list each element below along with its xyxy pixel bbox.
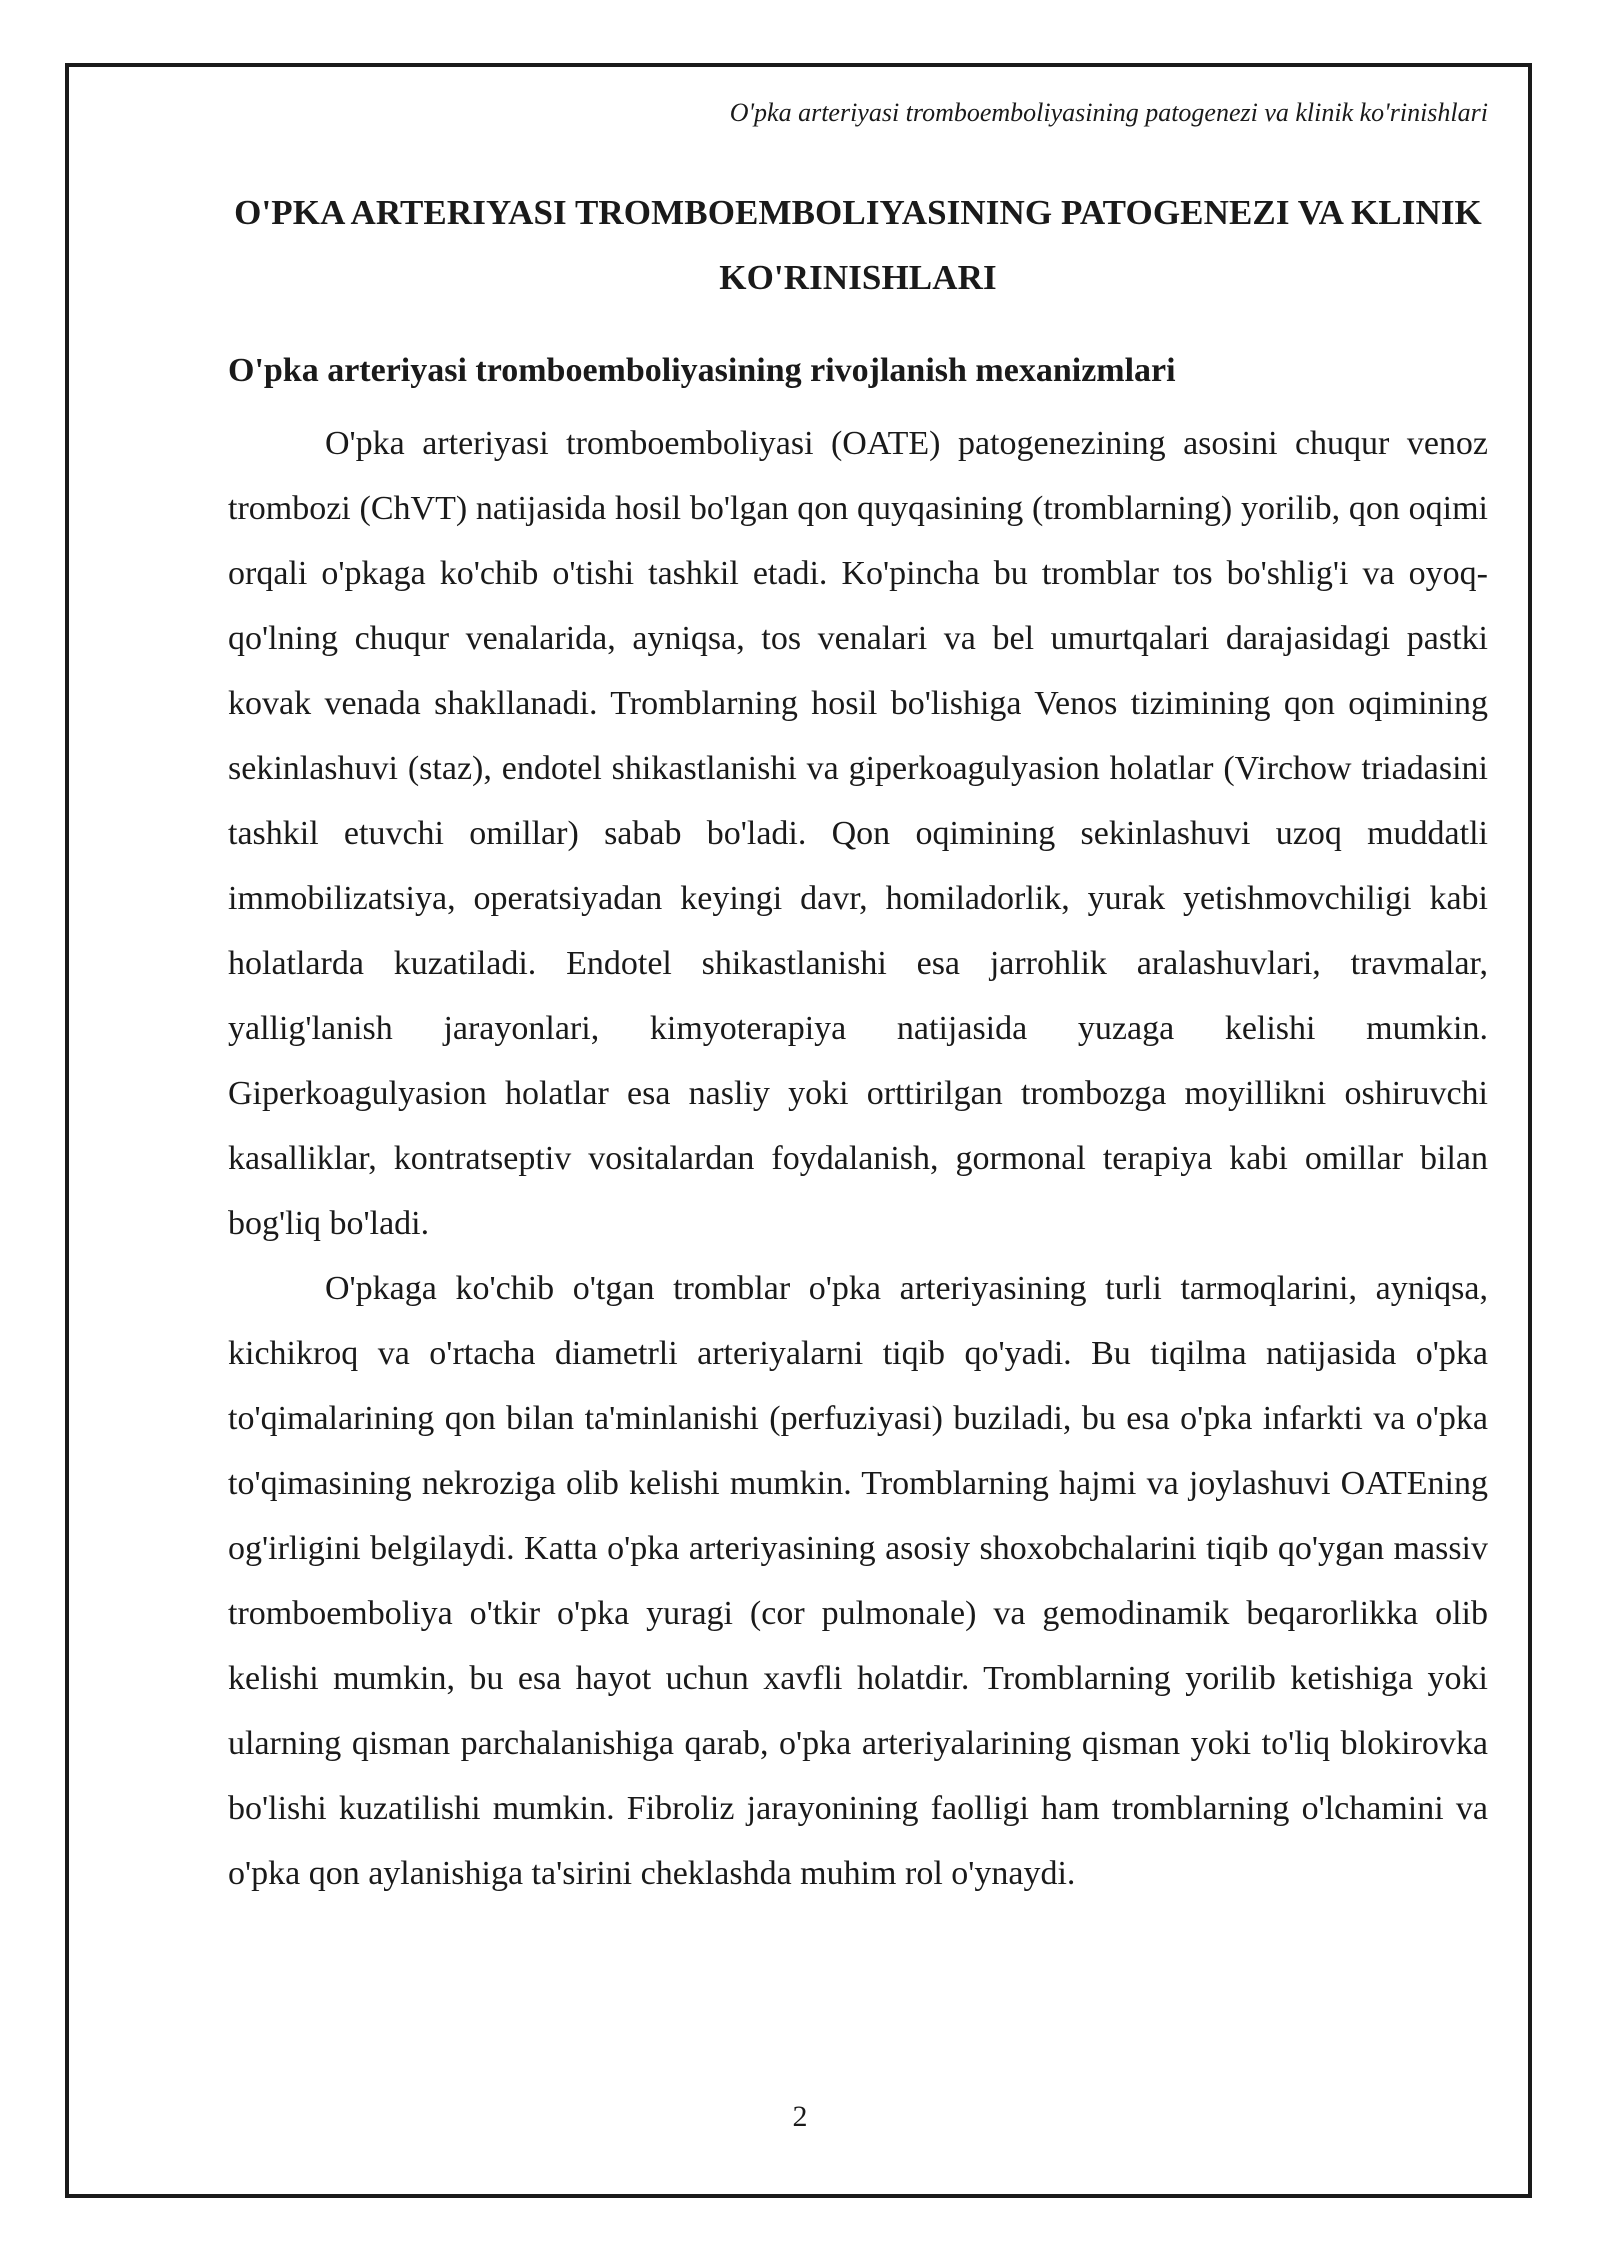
section-heading: O'pka arteriyasi tromboemboliyasining rivojlanish mexanizmlari [228, 352, 1176, 389]
document-title: O'PKA ARTERIYASI TROMBOEMBOLIYASINING PATOGENEZI VA KLINIK KO'RINISHLARI [234, 193, 1482, 297]
page-content [228, 180, 1488, 1906]
running-header: O'pka arteriyasi tromboemboliyasining patogenezi va klinik ko'rinishlari [729, 98, 1488, 127]
body-paragraph: O'pkaga ko'chib o'tgan tromblar o'pka arteriyasining turli tarmoqlarini, ayniqsa, kichikroq va o'rtacha diametrli arteriyalarni tiqib qo'yadi. Bu tiqilma natijasida o'pka to'qimalarining qon bilan ta'minlanishi (perfuziyasi) buziladi, bu esa o'pka infarkti va o'pka to'qimasining nekroziga olib kelishi mumkin. Tromblarning hajmi va joylashuvi OATEning og'irligini belgilaydi. Katta o'pka arteriyasining asosiy shoxobchalarini tiqib qo'ygan massiv tromboemboliya o'tkir o'pka yuragi (cor pulmonale) va gemodinamik beqarorlikka olib kelishi mumkin, bu esa hayot uchun xavfli holatdir. Tromblarning yorilib ketishiga yoki ularning qisman parchalanishiga qarab, o'pka arteriyalarining qisman yoki to'liq blokirovka bo'lishi kuzatilishi mumkin. Fibroliz jarayonining faolligi ham tromblarning o'lchamini va o'pka qon aylanishiga ta'sirini cheklashda muhim rol o'ynaydi. [228, 1270, 1488, 1892]
body-paragraph: O'pka arteriyasi tromboemboliyasi (OATE) patogenezining asosini chuqur venoz trombozi (ChVT) natijasida hosil bo'lgan qon quyqasining (tromblarning) yorilib, qon oqimi orqali o'pkaga ko'chib o'tishi tashkil etadi. Ko'pincha bu tromblar tos bo'shlig'i va oyoq-qo'lning chuqur venalarida, ayniqsa, tos venalari va bel umurtqalari darajasidagi pastki kovak venada shakllanadi. Tromblarning hosil bo'lishiga Venos tizimining qon oqimining sekinlashuvi (staz), endotel shikastlanishi va giperkoagulyasion holatlar (Virchow triadasini tashkil etuvchi omillar) sabab bo'ladi. Qon oqimining sekinlashuvi uzoq muddatli immobilizatsiya, operatsiyadan keyingi davr, homiladorlik, yurak yetishmovchiligi kabi holatlarda kuzatiladi. Endotel shikastlanishi esa jarrohlik aralashuvlari, travmalar, yallig'lanish jarayonlari, kimyoterapiya natijasida yuzaga kelishi mumkin. Giperkoagulyasion holatlar esa nasliy yoki orttirilgan trombozga moyillikni oshiruvchi kasalliklar, kontratseptiv vositalardan foydalanish, gormonal terapiya kabi omillar bilan bog'liq bo'ladi. [228, 425, 1488, 1242]
page-number: 2 [792, 2100, 808, 2133]
